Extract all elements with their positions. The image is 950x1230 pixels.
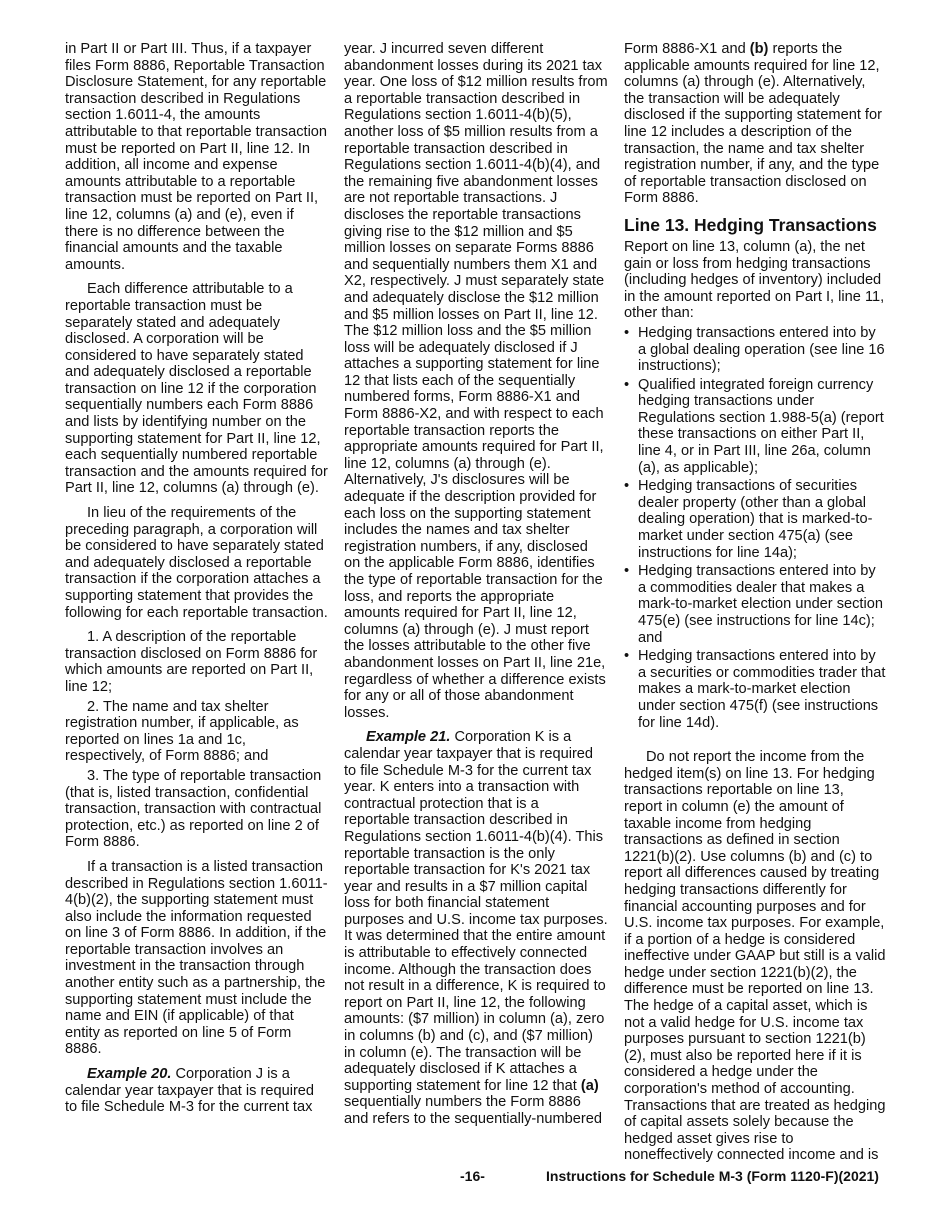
list-item: 2. The name and tax shelter registration number, if applicable, as reported on lines 1a and 1c, respectively, of Form 8886; and <box>65 698 299 765</box>
bullet-text: Hedging transactions entered into by a securities or commodities trader that makes a mark-to-market election under section 475(f) (see instructions for line 14d). <box>638 648 886 731</box>
example-20 <box>65 1066 329 1116</box>
section-heading: Line 13. Hedging Transactions <box>624 214 877 235</box>
bullet-icon: • <box>624 648 630 665</box>
bullet-item <box>624 563 886 646</box>
example-text: Corporation J is a calendar year taxpayer that is required to file Schedule M-3 for the current tax <box>65 1066 315 1116</box>
column-middle <box>344 41 608 1136</box>
list-item: 3. The type of reportable transaction (that is, listed transaction, confidential transaction, transaction with contractual protection, etc.) as reported on line 2 of Form 8886. <box>65 767 322 851</box>
paragraph: in Part II or Part III. Thus, if a taxpayer files Form 8886, Reportable Transaction Disclosure Statement, for any reportable transaction described in Regulations section 1.6011-4, the amounts attributable to that reportable transaction must be reported on Part II, line 12. In addition, all income and expense amounts attributable to a reportable transaction must be reported on Part II, line 12, columns (a) and (e), even if there is no difference between the financial amounts and the taxable amounts. <box>65 41 328 273</box>
bullet-item <box>624 377 886 477</box>
bullet-item <box>624 648 886 731</box>
paragraph: Report on line 13, column (a), the net gain or loss from hedging transactions (including hedges of inventory) included in the amount reported on Part I, line 11, other than: <box>624 238 885 322</box>
bold-marker: (a) <box>580 1077 599 1094</box>
bullet-text: Hedging transactions entered into by a commodities dealer that makes a mark-to-market election under section 475(e) (see instructions for line 14c); and <box>638 563 883 646</box>
paragraph: year. J incurred seven different abandonment losses during its 2021 tax year. One loss of $12 million results from a reportable transaction described in Regulations section 1.6011-4(b)(5), another loss of $5 million results from a reportable transaction described in Regulations section 1.6011-4(b)(4), and the remaining five abandonment losses are not reportable transactions. J discloses the reportable transactions giving rise to the $12 million and $5 million losses on separate Forms 8886 and sequentially numbers them X1 and X2, respectively. J must separately state and adequately disclose the $12 million and $5 million losses on Part II, line 12. The $12 million loss and the $5 million loss will be adequately disclosed if J attaches a supporting statement for line 12 that lists each of the sequentially numbered forms, Form 8886-X1 and Form 8886-X2, and with respect to each reportable transaction reports the appropriate amounts required for Part II, line 12, columns (a) through (e). Alternatively, J's disclosures will be adequate if the description provided for each loss on the supporting statement includes the names and tax shelter registration numbers, if any, disclosed on the applicable Form 8886, identifies the type of reportable transaction for the loss, and reports the appropriate amounts required for Part II, line 12, columns (a) through (e). J must report the losses attributable to the other five abandonment losses on Part II, line 21e, regardless of whether a difference exists for any or all of those abandonment losses. <box>344 41 608 721</box>
bullet-item <box>624 325 886 375</box>
bullet-icon: • <box>624 376 630 393</box>
paragraph <box>624 41 886 207</box>
list-item: 1. A description of the reportable transaction disclosed on Form 8886 for which amounts are reported on Part II, line 12; <box>65 629 318 695</box>
paragraph: Each difference attributable to a reportable transaction must be separately stated and adequately disclosed. A corporation will be considered to have separately stated and adequately disclosed a reportable transaction on line 12 if the corporation sequentially numbers each Form 8886 and lists by identifying number on the supporting statement for Part II, line 12, each sequentially numbered reportable transaction and the amounts required for Part II, line 12, columns (a) through (e). <box>65 281 328 497</box>
paragraph: Do not report the income from the hedged item(s) on line 13. For hedging transactions reportable on line 13, report in column (e) the amount of taxable income from hedging transactions as defined in section 1221(b)(2). Use columns (b) and (c) to report all differences caused by treating hedging transactions differently for financial accounting purposes and for U.S. income tax purposes. For example, if a portion of a hedge is considered ineffective under GAAP but still is a valid hedge under section 1221(b)(2), the difference must be reported on line 13. The hedge of a capital asset, which is not a valid hedge for U.S. income tax purposes pursuant to section 1221(b)(2), must also be reported here if it is considered a hedge under the corporation's method of accounting. Transactions that are treated as hedging of capital assets solely because the hedged asset gives rise to noneffectively connected income and is <box>624 749 886 1164</box>
bullet-item <box>624 478 886 561</box>
page-number: -16- <box>460 1168 485 1184</box>
paragraph: In lieu of the requirements of the preceding paragraph, a corporation will be considered to have separately stated and adequately disclosed a reportable transaction if the corporation attaches a supporting statement that provides the following for each reportable transaction. <box>65 505 328 621</box>
example-text: sequentially numbers the Form 8886 and refers to the sequentially-numbered <box>344 1094 602 1127</box>
bullet-text: Qualified integrated foreign currency hedging transactions under Regulations section 1.988-5(a) (report these transactions on either Part II, line 4, or in Part III, line 26a, column (a), as applicable); <box>638 376 884 476</box>
bullet-text: Hedging transactions entered into by a global dealing operation (see line 16 instructions); <box>638 324 885 375</box>
bullet-text: Hedging transactions of securities dealer property (other than a global dealing operation) that is marked-to-market under section 475(a) (see instructions for line 14a); <box>638 478 873 561</box>
text-run: Form 8886-X1 and <box>624 41 746 57</box>
example-text: Corporation K is a calendar year taxpayer that is required to file Schedule M-3 for the current tax year. K enters into a transaction with contractual protection that is a reportable transaction described in Regulations section 1.6011-4(b)(4). This reportable transaction is the only reportable transaction for K's 2021 tax year and results in a $7 million capital loss for both financial statement purposes and U.S. income tax purposes. It was determined that the entire amount is attributable to effectively connected income. Although the transaction does not result in a difference, K is required to report on Part II, line 12, the following amounts: ($7 million) in column (a), zero in columns (b) and (c), and ($7 million) in column (e). The transaction will be adequately disclosed if K attaches a supporting statement for line 12 that <box>344 729 608 1094</box>
example-21 <box>344 729 608 1127</box>
example-label: Example 21. <box>366 729 451 746</box>
column-right <box>624 41 886 1172</box>
column-left <box>65 41 329 1124</box>
paragraph: If a transaction is a listed transaction described in Regulations section 1.6011-4(b)(2), the supporting statement must also include the information requested on line 3 of Form 8886. In addition, if the reportable transaction involves an investment in the transaction through another entity such as a partnership, the supporting statement must include the name and EIN (if applicable) of that entity as reported on line 5 of Form 8886. <box>65 858 328 1058</box>
document-title: Instructions for Schedule M-3 (Form 1120-F)(2021) <box>546 1168 879 1184</box>
text-run: reports the applicable amounts required for line 12, columns (a) through (e). Alternatively, the transaction will be adequately disclosed if the supporting statement for line 12 includes a description of the transaction, the name and tax shelter registration number, if any, and the type of reportable transaction disclosed on Form 8886. <box>624 41 882 207</box>
bullet-icon: • <box>624 324 630 341</box>
bullet-icon: • <box>624 563 630 580</box>
bold-marker: (b) <box>749 41 769 57</box>
example-label: Example 20. <box>87 1066 172 1083</box>
bullet-icon: • <box>624 478 630 495</box>
